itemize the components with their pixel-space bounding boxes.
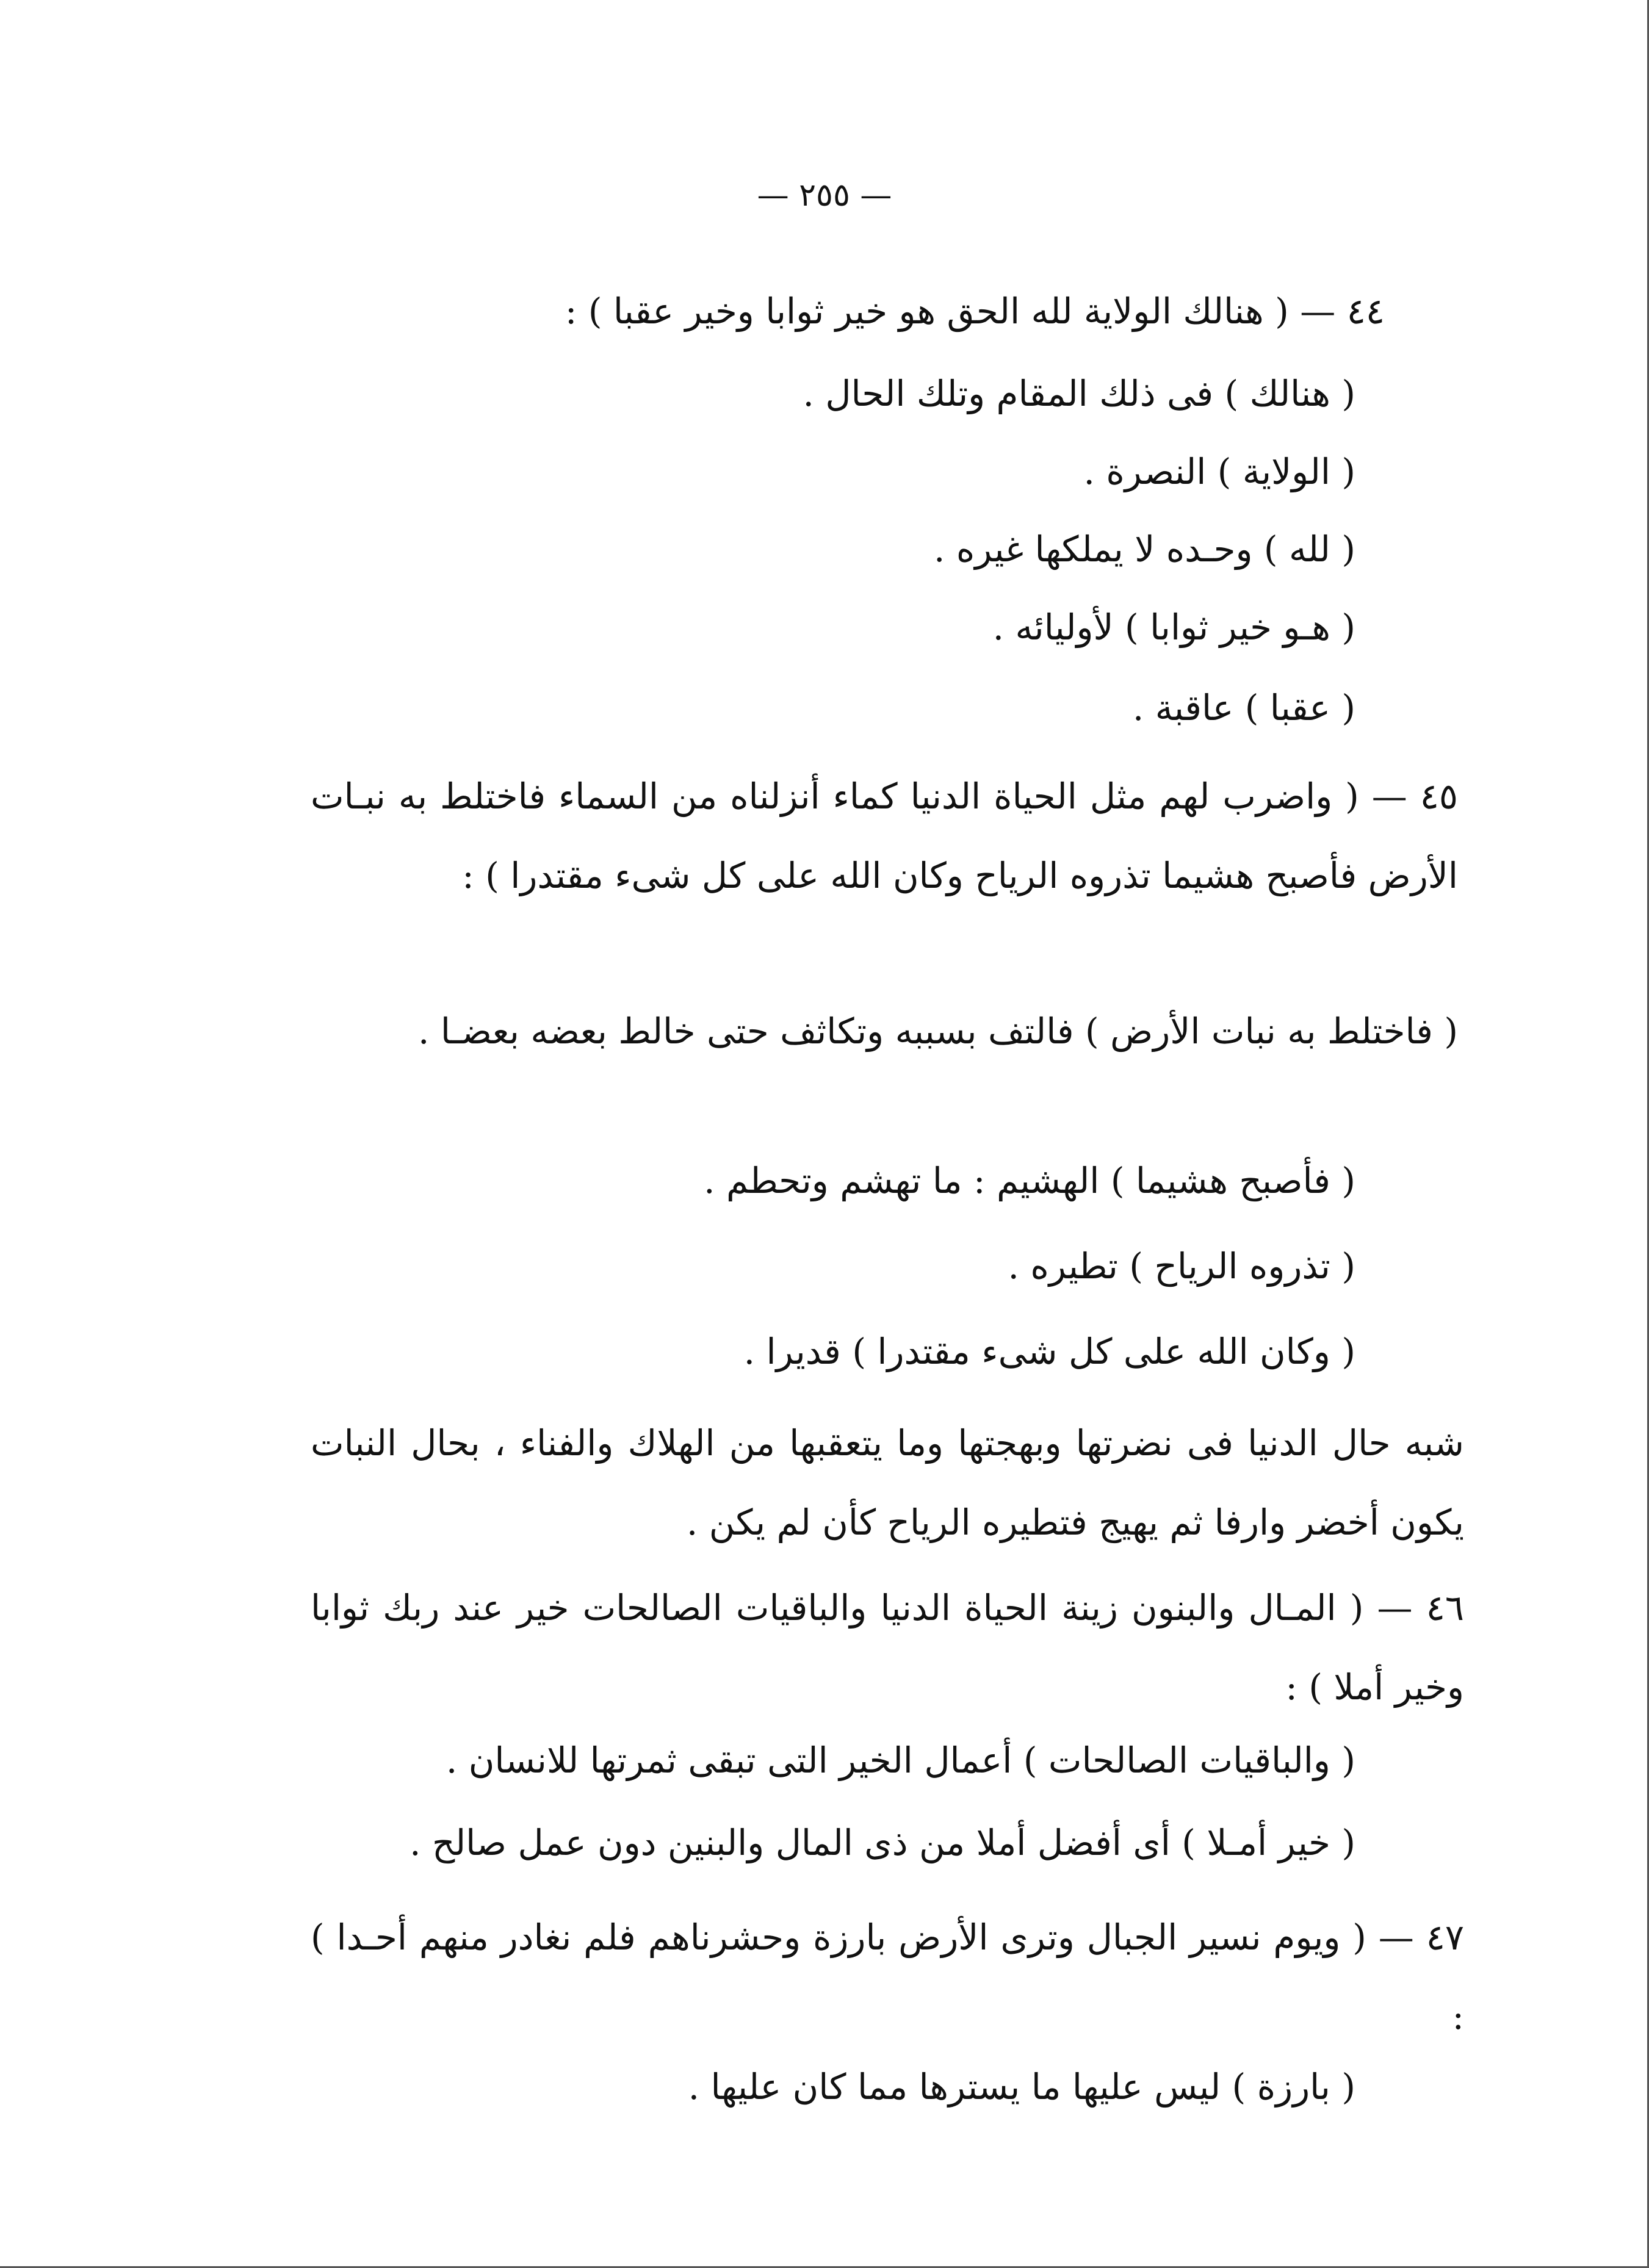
gloss-al-walaya: ( الولاية ) النصرة .: [1083, 451, 1355, 492]
verse-45-heading: ٤٥ — ( واضرب لهم مثل الحياة الدنيا كماء أنزلناه من السماء فاختلط به نبـات الأرض فأصبح هشيما تذروه الرياح وكان الله على كل شىء مقتدرا ) :: [311, 776, 1458, 896]
gloss-huwa-khayr: ( هـو خير ثوابا ) لأوليائه .: [992, 607, 1355, 648]
verse-46-heading: ٤٦ — ( المـال والبنون زينة الحياة الدنيا والباقيات الصالحات خير عند ربك ثوابا وخير أملا ) :: [311, 1587, 1464, 1708]
gloss-lillah: ( لله ) وحـده لا يملكها غيره .: [933, 528, 1355, 570]
gloss-baqiyat: ( والباقيات الصالحات ) أعمال الخير التى تبقى ثمرتها للانسان .: [446, 1740, 1355, 1781]
commentary-dunya-simile: شبه حال الدنيا فى نضرتها وبهجتها وما يتعقبها من الهلاك والفناء ، بحال النبات يكون أخضر وارفا ثم يهيج فتطيره الرياح كأن لم يكن .: [311, 1422, 1464, 1543]
gloss-hashiman: ( فأصبح هشيما ) الهشيم : ما تهشم وتحطم .: [704, 1160, 1355, 1201]
verse-47-heading: ٤٧ — ( ويوم نسير الجبال وترى الأرض بارزة وحشرناهم فلم نغادر منهم أحـدا ) :: [311, 1917, 1464, 2037]
gloss-bariza: ( بارزة ) ليس عليها ما يسترها مما كان عليها .: [688, 2066, 1355, 2108]
gloss-khayr-amala: ( خير أمـلا ) أى أفضل أملا من ذى المال والبنين دون عمل صالح .: [410, 1822, 1355, 1863]
verse-44-heading: ٤٤ — ( هنالك الولاية لله الحق هو خير ثوابا وخير عقبا ) :: [565, 290, 1385, 332]
gloss-hunalika: ( هنالك ) فى ذلك المقام وتلك الحال .: [803, 373, 1355, 414]
gloss-tadhruhu: ( تذروه الرياح ) تطيره .: [1008, 1245, 1355, 1287]
page-number: — ٢٥٥ —: [757, 177, 892, 214]
gloss-muqtadiran: ( وكان الله على كل شىء مقتدرا ) قديرا .: [743, 1331, 1355, 1372]
gloss-fakhtalata: ( فاختلط به نبات الأرض ) فالتف بسببه وتكاثف حتى خالط بعضه بعضـا .: [417, 1010, 1458, 1052]
gloss-uqban: ( عقبا ) عاقبة .: [1132, 687, 1355, 729]
